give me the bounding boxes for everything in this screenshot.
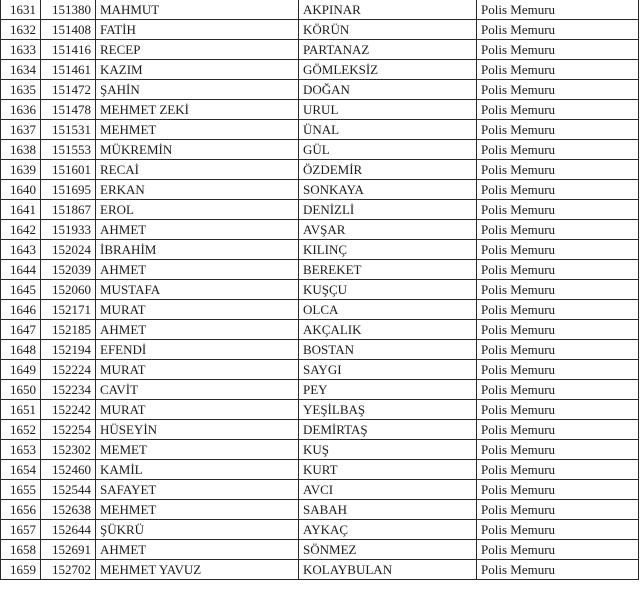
first-name: MÜKREMİN <box>96 140 299 160</box>
row-number: 1651 <box>1 400 41 420</box>
first-name: ŞÜKRÜ <box>96 520 299 540</box>
row-number: 1652 <box>1 420 41 440</box>
rank-title: Polis Memuru <box>477 360 639 380</box>
last-name: DEMİRTAŞ <box>299 420 477 440</box>
registry-number: 151695 <box>41 180 96 200</box>
row-number: 1643 <box>1 240 41 260</box>
rank-title: Polis Memuru <box>477 480 639 500</box>
first-name: AHMET <box>96 220 299 240</box>
registry-number: 151472 <box>41 80 96 100</box>
first-name: AHMET <box>96 260 299 280</box>
first-name: İBRAHİM <box>96 240 299 260</box>
row-number: 1638 <box>1 140 41 160</box>
last-name: KILINÇ <box>299 240 477 260</box>
row-number: 1641 <box>1 200 41 220</box>
first-name: RECEP <box>96 40 299 60</box>
registry-number: 152302 <box>41 440 96 460</box>
registry-number: 152242 <box>41 400 96 420</box>
last-name: GÜL <box>299 140 477 160</box>
first-name: MEHMET YAVUZ <box>96 560 299 580</box>
row-number: 1645 <box>1 280 41 300</box>
row-number: 1647 <box>1 320 41 340</box>
registry-number: 152234 <box>41 380 96 400</box>
registry-number: 151478 <box>41 100 96 120</box>
rank-title: Polis Memuru <box>477 20 639 40</box>
first-name: HÜSEYİN <box>96 420 299 440</box>
rank-title: Polis Memuru <box>477 80 639 100</box>
rank-title: Polis Memuru <box>477 320 639 340</box>
registry-number: 152702 <box>41 560 96 580</box>
row-number: 1654 <box>1 460 41 480</box>
last-name: SAYGI <box>299 360 477 380</box>
table-row <box>1 260 639 280</box>
last-name: KOLAYBULAN <box>299 560 477 580</box>
first-name: RECAİ <box>96 160 299 180</box>
row-number: 1637 <box>1 120 41 140</box>
registry-number: 151531 <box>41 120 96 140</box>
table-row <box>1 340 639 360</box>
first-name: EROL <box>96 200 299 220</box>
last-name: AVCI <box>299 480 477 500</box>
row-number: 1659 <box>1 560 41 580</box>
last-name: BEREKET <box>299 260 477 280</box>
rank-title: Polis Memuru <box>477 40 639 60</box>
last-name: YEŞİLBAŞ <box>299 400 477 420</box>
table-row <box>1 20 639 40</box>
rank-title: Polis Memuru <box>477 120 639 140</box>
last-name: SÖNMEZ <box>299 540 477 560</box>
registry-number: 151461 <box>41 60 96 80</box>
first-name: ERKAN <box>96 180 299 200</box>
rank-title: Polis Memuru <box>477 240 639 260</box>
first-name: MURAT <box>96 300 299 320</box>
last-name: KUŞÇU <box>299 280 477 300</box>
rank-title: Polis Memuru <box>477 220 639 240</box>
registry-number: 152254 <box>41 420 96 440</box>
first-name: KAZIM <box>96 60 299 80</box>
table-row <box>1 280 639 300</box>
registry-number: 152039 <box>41 260 96 280</box>
row-number: 1656 <box>1 500 41 520</box>
table-row <box>1 540 639 560</box>
row-number: 1648 <box>1 340 41 360</box>
table-row <box>1 500 639 520</box>
rank-title: Polis Memuru <box>477 300 639 320</box>
table-row <box>1 40 639 60</box>
table-row <box>1 140 639 160</box>
last-name: ÜNAL <box>299 120 477 140</box>
registry-number: 152060 <box>41 280 96 300</box>
first-name: MURAT <box>96 400 299 420</box>
registry-number: 152171 <box>41 300 96 320</box>
rank-title: Polis Memuru <box>477 380 639 400</box>
registry-number: 152644 <box>41 520 96 540</box>
table-row <box>1 0 639 20</box>
first-name: FATİH <box>96 20 299 40</box>
table-row <box>1 360 639 380</box>
registry-number: 152691 <box>41 540 96 560</box>
table-row <box>1 380 639 400</box>
row-number: 1631 <box>1 0 41 20</box>
table-row <box>1 200 639 220</box>
rank-title: Polis Memuru <box>477 260 639 280</box>
first-name: AHMET <box>96 320 299 340</box>
first-name: KAMİL <box>96 460 299 480</box>
rank-title: Polis Memuru <box>477 200 639 220</box>
table-row <box>1 460 639 480</box>
registry-number: 151867 <box>41 200 96 220</box>
rank-title: Polis Memuru <box>477 280 639 300</box>
registry-number: 152460 <box>41 460 96 480</box>
row-number: 1640 <box>1 180 41 200</box>
table-row <box>1 300 639 320</box>
registry-number: 152544 <box>41 480 96 500</box>
row-number: 1633 <box>1 40 41 60</box>
row-number: 1650 <box>1 380 41 400</box>
last-name: ÖZDEMİR <box>299 160 477 180</box>
row-number: 1644 <box>1 260 41 280</box>
row-number: 1634 <box>1 60 41 80</box>
row-number: 1653 <box>1 440 41 460</box>
table-row <box>1 420 639 440</box>
rank-title: Polis Memuru <box>477 460 639 480</box>
row-number: 1655 <box>1 480 41 500</box>
last-name: PEY <box>299 380 477 400</box>
last-name: GÖMLEKSİZ <box>299 60 477 80</box>
last-name: SABAH <box>299 500 477 520</box>
table-row <box>1 120 639 140</box>
row-number: 1649 <box>1 360 41 380</box>
row-number: 1658 <box>1 540 41 560</box>
personnel-table-body <box>1 0 639 580</box>
last-name: SONKAYA <box>299 180 477 200</box>
rank-title: Polis Memuru <box>477 520 639 540</box>
rank-title: Polis Memuru <box>477 0 639 20</box>
row-number: 1646 <box>1 300 41 320</box>
rank-title: Polis Memuru <box>477 60 639 80</box>
last-name: DOĞAN <box>299 80 477 100</box>
registry-number: 152185 <box>41 320 96 340</box>
table-row <box>1 240 639 260</box>
last-name: AKÇALIK <box>299 320 477 340</box>
table-row <box>1 100 639 120</box>
row-number: 1639 <box>1 160 41 180</box>
first-name: MEMET <box>96 440 299 460</box>
table-row <box>1 320 639 340</box>
row-number: 1632 <box>1 20 41 40</box>
first-name: EFENDİ <box>96 340 299 360</box>
first-name: SAFAYET <box>96 480 299 500</box>
last-name: OLCA <box>299 300 477 320</box>
registry-number: 151408 <box>41 20 96 40</box>
last-name: PARTANAZ <box>299 40 477 60</box>
first-name: MEHMET ZEKİ <box>96 100 299 120</box>
rank-title: Polis Memuru <box>477 560 639 580</box>
last-name: BOSTAN <box>299 340 477 360</box>
table-row <box>1 400 639 420</box>
table-row <box>1 220 639 240</box>
last-name: AVŞAR <box>299 220 477 240</box>
last-name: KURT <box>299 460 477 480</box>
row-number: 1642 <box>1 220 41 240</box>
rank-title: Polis Memuru <box>477 400 639 420</box>
last-name: DENİZLİ <box>299 200 477 220</box>
table-row <box>1 480 639 500</box>
last-name: KÖRÜN <box>299 20 477 40</box>
last-name: URUL <box>299 100 477 120</box>
first-name: MEHMET <box>96 120 299 140</box>
rank-title: Polis Memuru <box>477 420 639 440</box>
rank-title: Polis Memuru <box>477 500 639 520</box>
rank-title: Polis Memuru <box>477 100 639 120</box>
table-row <box>1 520 639 540</box>
first-name: CAVİT <box>96 380 299 400</box>
row-number: 1635 <box>1 80 41 100</box>
first-name: MURAT <box>96 360 299 380</box>
table-row <box>1 80 639 100</box>
first-name: AHMET <box>96 540 299 560</box>
first-name: MAHMUT <box>96 0 299 20</box>
registry-number: 151553 <box>41 140 96 160</box>
row-number: 1657 <box>1 520 41 540</box>
table-row <box>1 180 639 200</box>
table-row <box>1 160 639 180</box>
rank-title: Polis Memuru <box>477 140 639 160</box>
last-name: AKPINAR <box>299 0 477 20</box>
registry-number: 151933 <box>41 220 96 240</box>
registry-number: 151416 <box>41 40 96 60</box>
table-row <box>1 440 639 460</box>
registry-number: 152224 <box>41 360 96 380</box>
rank-title: Polis Memuru <box>477 180 639 200</box>
rank-title: Polis Memuru <box>477 160 639 180</box>
registry-number: 152194 <box>41 340 96 360</box>
last-name: AYKAÇ <box>299 520 477 540</box>
last-name: KUŞ <box>299 440 477 460</box>
registry-number: 151601 <box>41 160 96 180</box>
first-name: ŞAHİN <box>96 80 299 100</box>
table-row <box>1 60 639 80</box>
first-name: MEHMET <box>96 500 299 520</box>
registry-number: 152024 <box>41 240 96 260</box>
rank-title: Polis Memuru <box>477 340 639 360</box>
rank-title: Polis Memuru <box>477 440 639 460</box>
row-number: 1636 <box>1 100 41 120</box>
rank-title: Polis Memuru <box>477 540 639 560</box>
first-name: MUSTAFA <box>96 280 299 300</box>
table-row <box>1 560 639 580</box>
registry-number: 152638 <box>41 500 96 520</box>
registry-number: 151380 <box>41 0 96 20</box>
